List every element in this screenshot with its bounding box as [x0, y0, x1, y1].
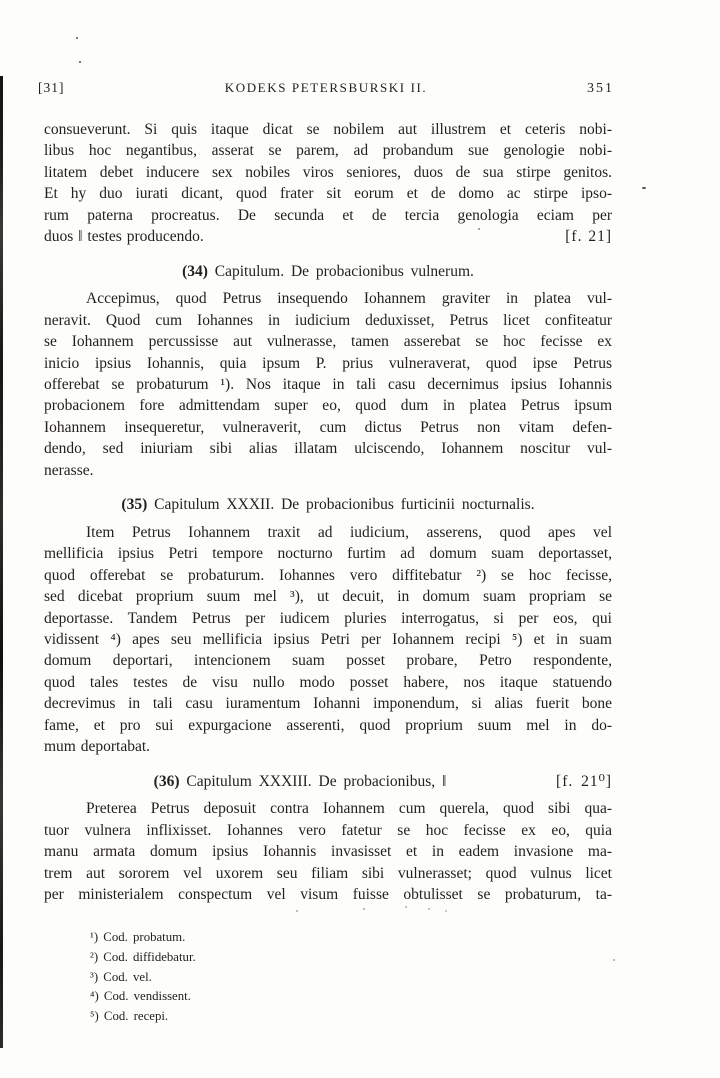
paragraph [44, 798, 612, 905]
scan-speck [296, 910, 298, 912]
footnotes [44, 928, 612, 1026]
text-line: consueverunt. Si quis itaque dicat se nobilem aut illustrem et ceteris nobi- [44, 121, 612, 138]
text-line: mum deportabat. [44, 738, 151, 756]
chapter-heading [44, 261, 612, 282]
running-head [38, 80, 614, 97]
scan-speck [428, 908, 430, 910]
scan-speck [363, 908, 365, 910]
page-number: 351 [587, 81, 614, 96]
text-line: offerebat se probaturum ¹). Nos itaque in tali casu decernimus ipsius Iohannis [44, 375, 612, 393]
chapter-heading [44, 771, 612, 792]
footnote-line: ²) Cod. diffidebatur. [90, 950, 196, 964]
scan-speck [405, 906, 407, 908]
paragraph [44, 119, 612, 248]
leaf-number: [31] [38, 80, 65, 95]
folio-mark: [f. 21] [565, 228, 612, 246]
text-line: probacionem fore admittendam super eo, quod dum in platea Petrus ipsum [44, 397, 612, 415]
text-line: per ministerialem conspectum vel visum fuisse obtulisset se probaturum, ta- [44, 885, 612, 903]
text-line: neravit. Quod cum Iohannes in iudicium deduxisset, Petrus licet confiteatur [44, 311, 612, 329]
text-line: Accepimus, quod Petrus insequendo Iohannem graviter in platea vul- [86, 290, 612, 308]
paragraph [44, 288, 612, 481]
scan-speck [79, 61, 81, 63]
text-line: mellificia ipsius Petri tempore nocturno furtim ad domum suam deportasset, [44, 545, 612, 563]
folio-mark: [f. 21⁰] [556, 772, 612, 790]
chapter-heading-text: (36) Capitulum XXXIII. De probacionibus, ‖ [153, 772, 447, 790]
text-line: domum deportari, intencionem suam posset probare, Petro respondente, [44, 652, 612, 670]
footnote-line: ⁵) Cod. recepi. [90, 1008, 169, 1023]
text-line: nerasse. [44, 461, 94, 479]
text-line: sed dicebat proprium suum mel ³), ut decuit, in domum suam propriam se [44, 588, 612, 606]
text-line: litatem debet inducere sex nobiles viros seniores, duos de sua stirpe genitos. [44, 163, 612, 181]
footnote-line: ⁴) Cod. vendissent. [90, 989, 191, 1004]
text-line: se Iohannem percussisse aut vulnerasse, tamen asserebat se hoc fecisse ex [44, 333, 612, 351]
chapter-heading [44, 494, 612, 515]
text-line: tuor vulnera inflixisset. Iohannes vero fatetur se hoc fecisse ex eo, quia [44, 821, 612, 839]
text-line-with-folio [44, 226, 612, 247]
text-line: fame, et pro sui expurgacione asserenti, quod proprium suum mel in do- [44, 716, 612, 734]
text-line: Iohannem insequeretur, vulneraverit, cum dictus Petrus non vitam defen- [44, 418, 612, 436]
footnote-line: ³) Cod. vel. [90, 969, 152, 984]
scan-speck [478, 228, 480, 230]
text-line: Item Petrus Iohannem traxit ad iudicium, asserens, quod apes vel [86, 523, 612, 541]
chapter-number: (35) [121, 496, 148, 514]
document-body [44, 119, 612, 1026]
binding-shadow [0, 76, 3, 1048]
scan-speck [445, 910, 447, 912]
text-line: duos ‖ testes producendo. [44, 228, 204, 246]
text-line: Preterea Petrus deposuit contra Iohannem cum querela, quod sibi qua- [86, 800, 612, 818]
text-line: libus hoc negantibus, asserat se parem, ad probandum sue genologie nobi- [44, 142, 612, 160]
chapter-heading-text: (35) Capitulum XXXII. De probacionibus furticinii nocturnalis. [121, 496, 535, 514]
text-line: inicio ipsius Iohannis, quia ipsum P. prius vulneraverat, quod ipse Petrus [44, 354, 612, 372]
scan-speck [613, 959, 615, 961]
scan-speck [642, 187, 646, 189]
text-line: dendo, sed iniuriam sibi alias illatam ulciscendo, Iohannem noscitur vul- [44, 440, 612, 458]
text-line: rum paterna procreatus. De secunda et de tercia genologia eciam per [44, 206, 612, 224]
text-line: decrevimus in tali casu iuramentum Iohanni imponendum, si alias fuerit bone [44, 695, 612, 713]
chapter-number: (36) [153, 772, 180, 790]
paragraph [44, 522, 612, 758]
text-line: manu armata domum ipsius Iohannis invasisset et in eadem invasione ma- [44, 843, 612, 861]
text-line: Et hy duo iurati dicant, quod frater sit eorum et de domo ac stirpe ipso- [44, 185, 612, 203]
chapter-number: (34) [182, 262, 208, 280]
text-line: quod offerebat se probaturum. Iohannes vero diffitebatur ²) se hoc fecisse, [44, 566, 612, 584]
running-title: KODEKS PETERSBURSKI II. [224, 80, 428, 95]
text-line: deportasse. Tandem Petrus per iudicem pluries interrogatus, si per eos, qui [44, 609, 612, 627]
text-line: quod tales testes de visu nullo modo posset habere, nos itaque statuendo [44, 673, 612, 691]
chapter-heading-text: (34) Capitulum. De probacionibus vulnerum. [182, 262, 474, 280]
footnote-line: ¹) Cod. probatum. [90, 930, 186, 945]
text-line: vidissent ⁴) apes seu mellificia ipsius Petri per Iohannem recipi ⁵) et in suam [44, 630, 612, 648]
scan-speck [76, 37, 78, 39]
text-line: trem aut sororem vel uxorem seu filiam sibi vulnerasset; quod vulnus licet [44, 864, 612, 882]
